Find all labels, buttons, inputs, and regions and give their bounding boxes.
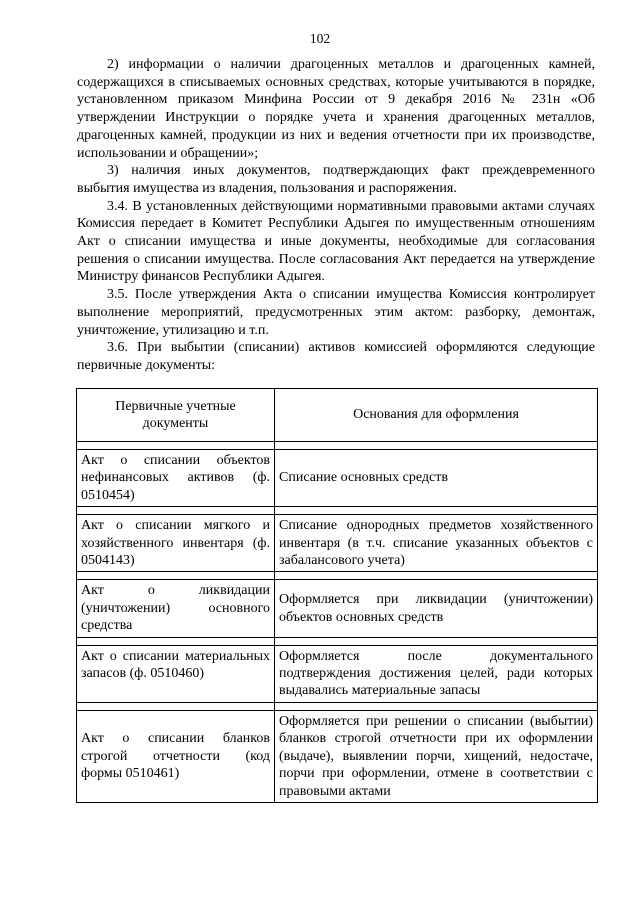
primary-documents-table — [76, 388, 598, 803]
row-document: Акт о списании материальных запасов (ф. 0510460) — [77, 645, 275, 702]
row-basis: Оформляется после документального подтверждения достижения целей, ради которых выдавались материальные запасы — [275, 645, 598, 702]
table-row — [77, 645, 598, 702]
row-basis: Списание однородных предметов хозяйственного инвентаря (в т.ч. списание указанных объектов с забалансового учета) — [275, 515, 598, 572]
paragraph-precious-metals: 2) информации о наличии драгоценных металлов и драгоценных камней, содержащихся в списываемых основных средствах, которые учитываются в порядке, установленном приказом Минфина России от 9 декабря 2016 № 231н «Об утверждении Инструкции о порядке учета и хранения драгоценных металлов, драгоценных камней, продукции из них и ведения отчетности при их производстве, использовании и обращении»; — [77, 57, 595, 161]
row-document: Акт о списании объектов нефинансовых активов (ф. 0510454) — [77, 450, 275, 507]
row-basis: Оформляется при ликвидации (уничтожении) объектов основных средств — [275, 580, 598, 637]
table-spacer-row — [77, 507, 598, 515]
table-row — [77, 580, 598, 637]
header-documents: Первичные учетные документы — [77, 389, 275, 442]
table-row — [77, 450, 598, 507]
row-basis: Списание основных средств — [275, 450, 598, 507]
paragraph-3-5: 3.5. После утверждения Акта о списании имущества Комиссия контролирует выполнение мероприятий, предусмотренных этим актом: разборку, демонтаж, уничтожение, утилизацию и т.п. — [77, 287, 595, 338]
table-header-row — [77, 389, 598, 442]
row-document: Акт о списании мягкого и хозяйственного инвентаря (ф. 0504143) — [77, 515, 275, 572]
table-row — [77, 710, 598, 802]
header-basis: Основания для оформления — [275, 389, 598, 442]
paragraph-3-6: 3.6. При выбытии (списании) активов комиссией оформляются следующие первичные документы: — [77, 340, 595, 373]
row-document: Акт о ликвидации (уничтожении) основного средства — [77, 580, 275, 637]
page-number: 102 — [309, 31, 331, 46]
paragraph-3-4: 3.4. В установленных действующими нормативными правовыми актами случаях Комиссия передает в Комитет Республики Адыгея по имущественным отношениям Акт о списании имущества и иные документы, необходимые для согласования решения о списании имущества. После согласования Акт передается на утверждение Министру финансов Республики Адыгея. — [77, 198, 595, 285]
table-spacer-row — [77, 637, 598, 645]
table-row — [77, 515, 598, 572]
paragraph-other-documents: 3) наличия иных документов, подтверждающих факт преждевременного выбытия имущества из владения, пользования и распоряжения. — [77, 163, 595, 196]
row-basis: Оформляется при решении о списании (выбытии) бланков строгой отчетности при их оформлении (выдаче), выявлении порчи, хищений, недостаче, порчи при оформлении, отмене в соответствии с правовыми актами — [275, 710, 598, 802]
body-text — [77, 56, 595, 375]
row-document: Акт о списании бланков строгой отчетности (код формы 0510461) — [77, 710, 275, 802]
table-spacer-row — [77, 572, 598, 580]
table-spacer-row — [77, 702, 598, 710]
table-spacer-row — [77, 442, 598, 450]
